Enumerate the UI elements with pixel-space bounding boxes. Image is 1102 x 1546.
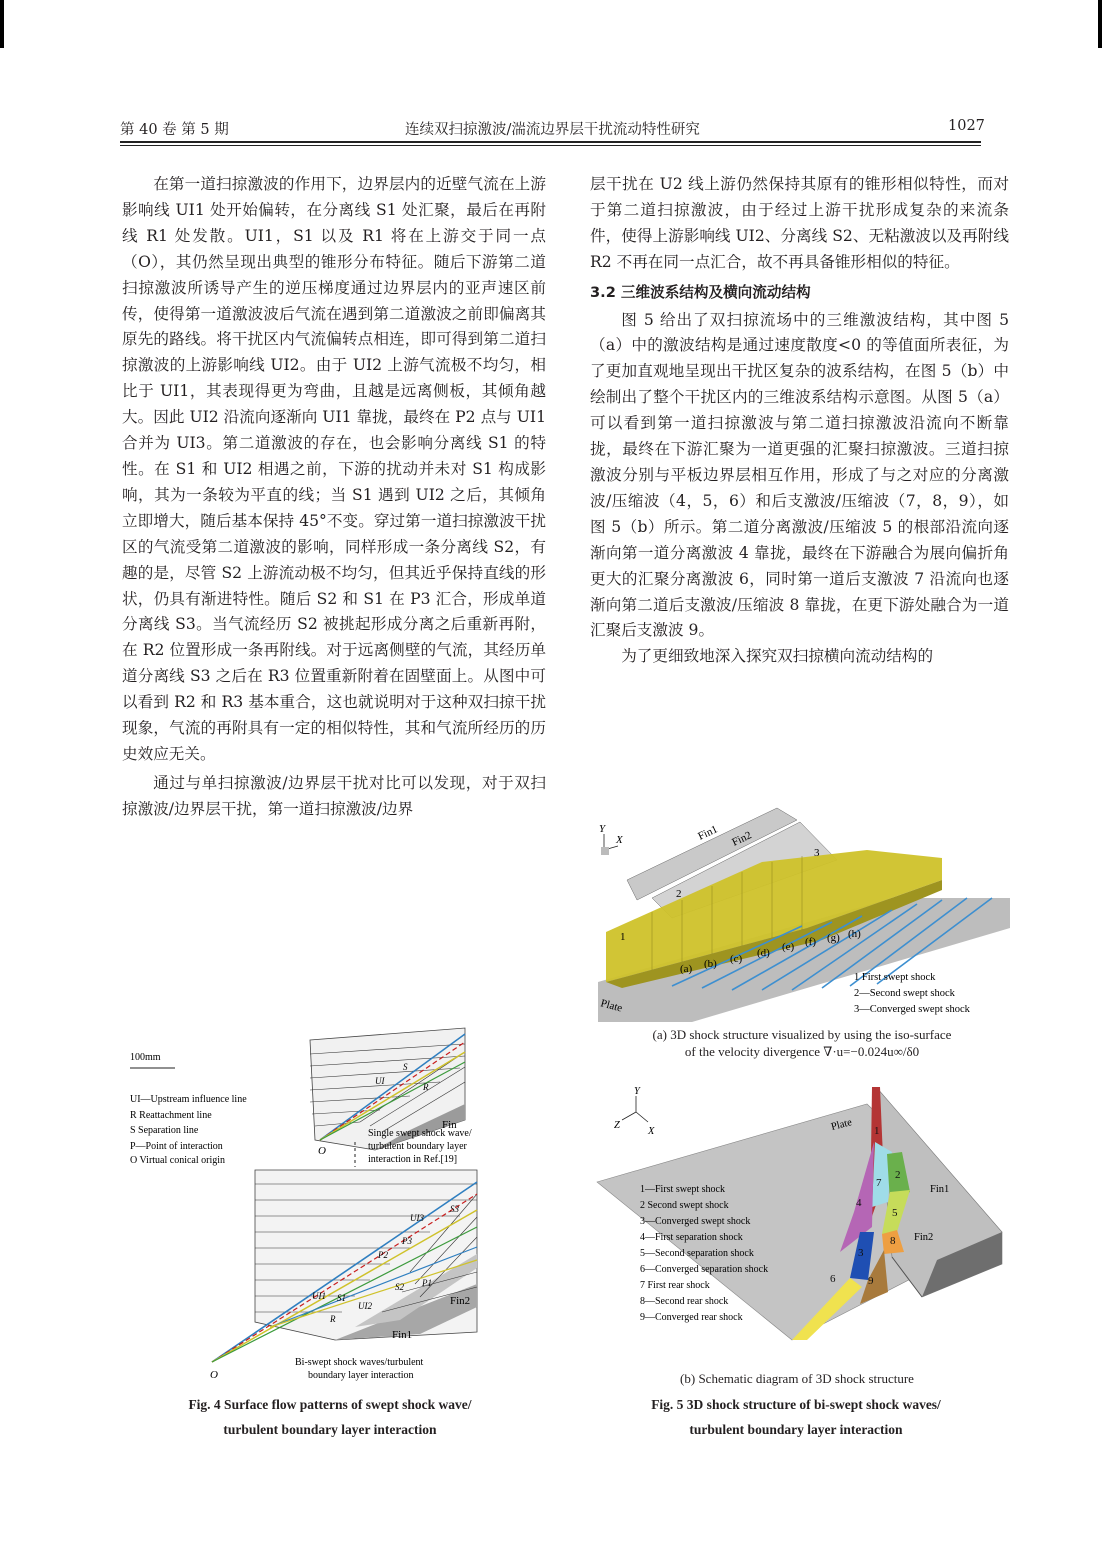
fig5-caption: Fig. 5 3D shock structure of bi-swept shock waves/ turbulent boundary layer interaction bbox=[651, 1397, 941, 1437]
fig5b-plate-label: Plate bbox=[830, 1117, 854, 1133]
fig4-diagram bbox=[120, 1022, 510, 1382]
paragraph: 在第一道扫掠激波的作用下，边界层内的近壁气流在上游影响线 UI1 处开始偏转，在分离线 S1 处汇聚，最后在再附线 R1 处发散。UI1，S1 以及 R1 将在上游交于同一点（O），其仍然呈现出典型的锥形分布特征。随后下游第二道扫掠激波所诱导产生的逆压梯度通过边界层内的亚声速区前传，使得第一道激波波后气流在遇到第二道激波之前即偏离其原先的路线。将干扰区内气流偏转点相连，即可得到第二道扫掠激波的上游影响线 UI2。由于 UI2 上游气流极不均匀，相比于 UI1，其表现得更为弯曲，且越是远离侧板，其倾角越大。因此 UI2 沿流向逐渐向 UI1 靠拢，最终在 P2 点与 UI1 合并为 UI3。第二道激波的存在，也会影响分离线 S1 的特性。在 S1 和 UI2 相遇之前，下游的扰动并未对 S1 构成影响，其为一条较为平直的线；当 S1 遇到 UI2 之后，其倾角立即增大，随后基本保持 45°不变。穿过第一道扫掠激波干扰区的气流受第二道激波的影响，同样形成一条分离线 S2，有趣的是，尽管 S2 上游流动极不均匀，但其近乎保持直线的形状，仍具有渐进特性。随后 S2 和 S1 在 P3 汇合，形成单道分离线 S3。当气流经历 S2 被挑起形成分离之后重新再附，在 R2 位置形成一条再附线。对于远离侧壁的气流，其经历单道分离线 S3 之后在 R3 位置重新附着在固壁面上。从图中可以看到 R2 和 R3 基本重合，这也就说明对于这种双扫掠干扰现象，气流的再附具有一定的相似特性，其和气流所经历的历史效应无关。 bbox=[122, 175, 546, 763]
header-rule-thick bbox=[120, 141, 981, 143]
fig4-top-fin-label: Fin bbox=[442, 1119, 457, 1131]
paragraph: 层干扰在 U2 线上游仍然保持其原有的锥形相似特性，而对于第二道扫掠激波，由于经过上游干扰形成复杂的来流条件，使得上游影响线 UI2、分离线 S2、无粘激波以及再附线 R2 不再在同一点汇合，故不再具备锥形相似的特征。 bbox=[590, 175, 1009, 271]
fig4-scale-label: 100mm bbox=[130, 1052, 161, 1063]
svg-text:4—First separation shock: 4—First separation shock bbox=[640, 1232, 743, 1243]
svg-text:9—Converged rear shock: 9—Converged rear shock bbox=[640, 1312, 743, 1323]
svg-text:(h): (h) bbox=[848, 928, 861, 940]
fig5a-caption: (a) 3D shock structure visualized by using the iso-surface of the velocity divergence ∇·u=−0.024u∞/δ0 bbox=[652, 1027, 952, 1059]
svg-text:6—Converged separation shock: 6—Converged separation shock bbox=[640, 1264, 769, 1275]
svg-text:(f): (f) bbox=[805, 936, 816, 948]
corner-mark-top-left bbox=[0, 0, 4, 48]
fig4-fin2-label: Fin2 bbox=[450, 1295, 471, 1307]
fig4-caption: Fig. 4 Surface flow patterns of swept shock wave/ turbulent boundary layer interaction bbox=[188, 1397, 472, 1437]
fig4-top-r-label: R bbox=[423, 1082, 429, 1092]
fig5b-axis-z: Z bbox=[614, 1120, 620, 1131]
svg-text:3—Converged swept shock: 3—Converged swept shock bbox=[854, 1004, 970, 1015]
svg-text:2—Second swept shock: 2—Second swept shock bbox=[854, 988, 955, 999]
fig5a-fin1-label: Fin1 bbox=[696, 823, 720, 843]
svg-text:turbulent boundary layer: turbulent boundary layer bbox=[368, 1141, 467, 1152]
svg-text:8: 8 bbox=[890, 1235, 896, 1247]
header-volume: 第 40 卷 第 5 期 bbox=[120, 122, 229, 138]
svg-text:1: 1 bbox=[874, 1125, 880, 1137]
fig4-legend-item: O Virtual conical origin bbox=[130, 1155, 226, 1166]
svg-text:1—First swept shock: 1—First swept shock bbox=[640, 1184, 725, 1195]
svg-text:4: 4 bbox=[856, 1197, 862, 1209]
svg-text:3: 3 bbox=[858, 1247, 864, 1259]
fig4-legend-item: UI—Upstream influence line bbox=[130, 1094, 247, 1105]
fig4-top-note bbox=[368, 1128, 472, 1165]
svg-text:1 First swept shock: 1 First swept shock bbox=[854, 972, 936, 983]
fig5a-plate-label: Plate bbox=[599, 997, 624, 1015]
fig4-legend-item: R Reattachment line bbox=[130, 1110, 212, 1121]
fig4-label-s1: S1 bbox=[337, 1293, 346, 1303]
svg-text:interaction in Ref.[19]: interaction in Ref.[19] bbox=[368, 1154, 458, 1165]
corner-mark-top-right bbox=[1098, 0, 1102, 48]
svg-text:(d): (d) bbox=[757, 947, 770, 959]
fig5a-shock-2: 2 bbox=[676, 888, 682, 900]
fig4-label-s2: S2 bbox=[395, 1282, 404, 1292]
fig4-origin-label: O bbox=[210, 1369, 218, 1381]
fig4-top-s-label: S bbox=[403, 1062, 408, 1072]
header-page-number: 1027 bbox=[948, 118, 985, 134]
right-column bbox=[590, 172, 1009, 670]
fig4-bottom-panel bbox=[210, 1170, 477, 1381]
fig4-top-origin-label: O bbox=[318, 1145, 326, 1157]
fig4-label-ui3: UI3 bbox=[410, 1213, 424, 1223]
paragraph: 通过与单扫掠激波/边界层干扰对比可以发现，对于双扫掠激波/边界层干扰，第一道扫掠激波/边界 bbox=[122, 773, 546, 818]
fig5b-axis-y: Y bbox=[634, 1086, 640, 1097]
fig5a-shock-3: 3 bbox=[814, 847, 820, 859]
svg-text:5: 5 bbox=[892, 1207, 898, 1219]
fig5a-diagram bbox=[592, 800, 1012, 1022]
svg-text:5—Second separation shock: 5—Second separation shock bbox=[640, 1248, 754, 1259]
svg-text:Bi-swept shock waves/turbulent: Bi-swept shock waves/turbulent bbox=[295, 1357, 424, 1368]
svg-text:boundary layer interaction: boundary layer interaction bbox=[308, 1370, 414, 1381]
fig4-legend-item: S Separation line bbox=[130, 1125, 199, 1136]
svg-text:(b): (b) bbox=[704, 958, 717, 970]
fig5a-fin2-label: Fin2 bbox=[730, 829, 754, 849]
paragraph: 图 5 给出了双扫掠流场中的三维激波结构，其中图 5（a）中的激波结构是通过速度散度<0 的等值面所表征，为了更加直观地呈现出干扰区复杂的波系结构，在图 5（b）中绘制出了整个干扰区内的三维波系结构示意图。从图 5（a）可以看到第一道扫掠激波与第二道扫掠激波沿流向不断靠拢，最终在下游汇聚为一道更强的汇聚扫掠激波。三道扫掠激波分别与平板边界层相互作用，形成了与之对应的分离激波/压缩波（4，5，6）和后支激波/压缩波（7，8，9），如图 5（b）所示。第二道分离激波/压缩波 5 的根部沿流向逐渐向第一道分离激波 4 靠拢，最终在下游融合为展向偏折角更大的汇聚分离激波 6，同时第一道后支激波 7 沿流向也逐渐向第二道后支激波/压缩波 8 靠拢，在更下游处融合为一道汇聚后支激波 9。 bbox=[590, 310, 1009, 640]
svg-text:2 Second swept shock: 2 Second swept shock bbox=[640, 1200, 729, 1211]
section-heading: 3.2 三维波系结构及横向流动结构 bbox=[590, 283, 811, 301]
fig4-bottom-note bbox=[295, 1357, 424, 1381]
fig5b-axes bbox=[622, 1096, 648, 1122]
fig4-label-ui1: UI1 bbox=[312, 1291, 326, 1301]
fig4-label-p2: P2 bbox=[378, 1250, 388, 1260]
fig5b-fin2-label: Fin2 bbox=[914, 1232, 934, 1243]
left-column bbox=[122, 172, 546, 823]
fig4-label-ui2: UI2 bbox=[358, 1301, 372, 1311]
svg-text:(g): (g) bbox=[827, 932, 840, 944]
fig4-top-ui-label: UI bbox=[375, 1076, 385, 1086]
svg-text:3—Converged swept shock: 3—Converged swept shock bbox=[640, 1216, 751, 1227]
svg-text:(c): (c) bbox=[730, 953, 743, 965]
svg-text:(a): (a) bbox=[680, 963, 693, 975]
svg-text:7: 7 bbox=[876, 1177, 882, 1189]
paragraph: 为了更细致地深入探究双扫掠横向流动结构的 bbox=[621, 647, 934, 666]
fig4-legend-item: P—Point of interaction bbox=[130, 1141, 223, 1152]
fig5a-shock-1: 1 bbox=[620, 931, 626, 943]
svg-text:9: 9 bbox=[868, 1275, 874, 1287]
svg-text:Single swept shock wave/: Single swept shock wave/ bbox=[368, 1128, 472, 1139]
fig5b-axis-x: X bbox=[648, 1126, 655, 1137]
fig5a-axis-x: X bbox=[616, 834, 623, 846]
fig4-legend bbox=[130, 1094, 247, 1166]
svg-text:7 First rear shock: 7 First rear shock bbox=[640, 1280, 710, 1291]
svg-text:(e): (e) bbox=[782, 941, 795, 953]
fig4-label-r: R bbox=[330, 1314, 336, 1324]
fig4-label-p1: P1 bbox=[422, 1278, 432, 1288]
svg-text:2: 2 bbox=[895, 1169, 901, 1181]
svg-text:8—Second rear shock: 8—Second rear shock bbox=[640, 1296, 729, 1307]
fig4-fin1-label: Fin1 bbox=[392, 1329, 413, 1341]
fig5a-legend bbox=[854, 972, 971, 1015]
header-rule-thin bbox=[120, 145, 981, 146]
fig4-label-s3: S3 bbox=[450, 1204, 459, 1214]
fig5a-axis-y: Y bbox=[599, 823, 606, 835]
header-title: 连续双扫掠激波/湍流边界层干扰流动特性研究 bbox=[405, 122, 700, 138]
fig4-label-p3: P3 bbox=[402, 1236, 412, 1246]
fig5b-caption: (b) Schematic diagram of 3D shock structure bbox=[680, 1371, 914, 1386]
fig5b-fin1-label: Fin1 bbox=[930, 1184, 950, 1195]
fig5b-diagram bbox=[592, 1082, 1012, 1352]
svg-text:6: 6 bbox=[830, 1273, 836, 1285]
